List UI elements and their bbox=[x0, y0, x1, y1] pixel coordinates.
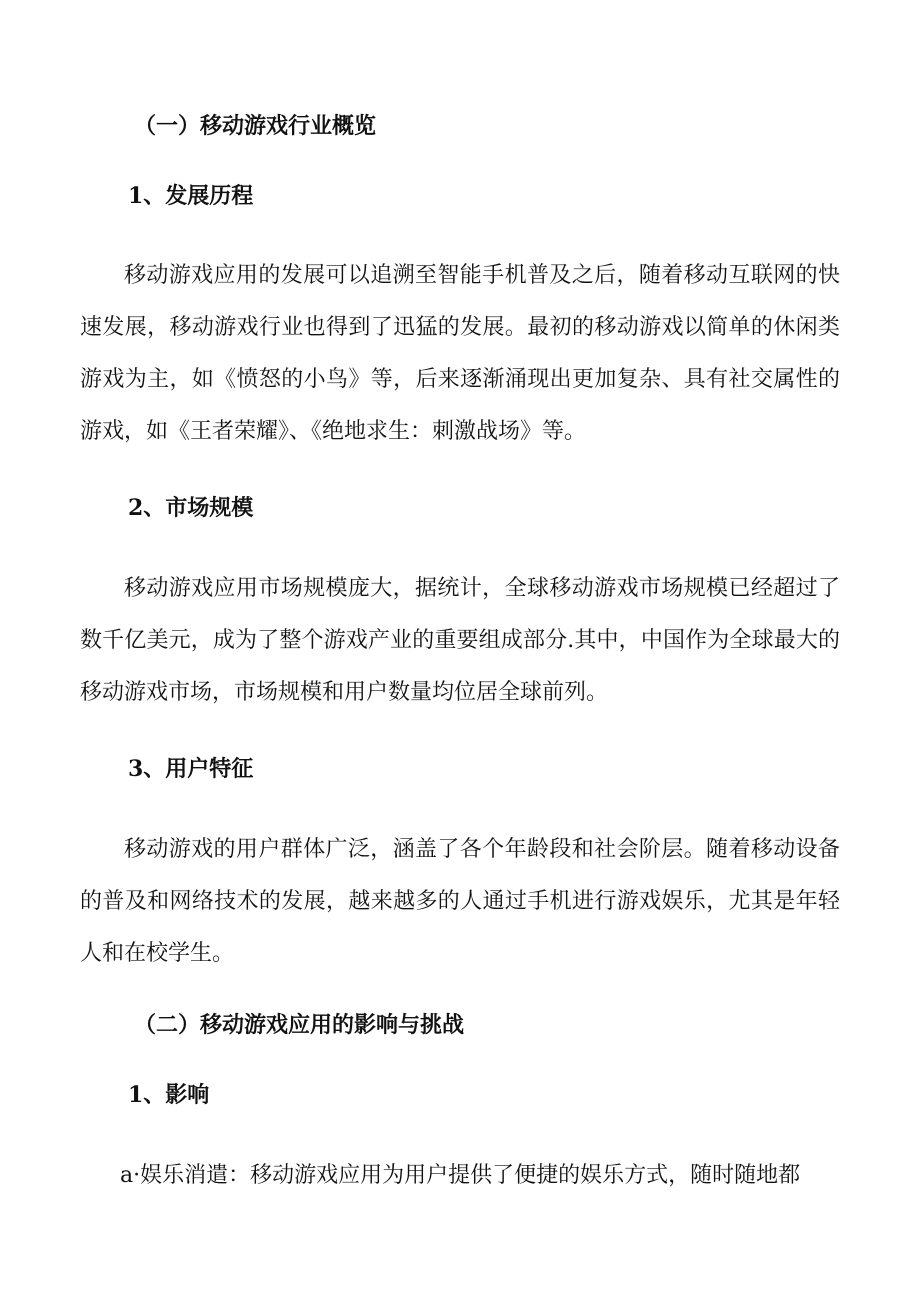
subheading-market-size: 2、市场规模 bbox=[128, 495, 254, 521]
subheading-impact: 1、影响 bbox=[128, 1082, 210, 1108]
paragraph-entertainment: a·娱乐消遣：移动游戏应用为用户提供了便捷的娱乐方式，随时随地都 bbox=[120, 1163, 801, 1188]
paragraph-user-features: 移动游戏的用户群体广泛，涵盖了各个年龄段和社会阶层。随着移动设备的普及和网络技术的发展，越来越多的人通过手机进行游戏娱乐，尤其是年轻人和在校学生。 bbox=[80, 837, 840, 966]
paragraph-market-size: 移动游戏应用市场规模庞大，据统计，全球移动游戏市场规模已经超过了数千亿美元，成为了整个游戏产业的重要组成部分.其中，中国作为全球最大的移动游戏市场，市场规模和用户数量均位居全球前列。 bbox=[80, 576, 840, 705]
paragraph-history: 移动游戏应用的发展可以追溯至智能手机普及之后，随着移动互联网的快速发展，移动游戏行业也得到了迅猛的发展。最初的移动游戏以简单的休闲类游戏为主，如《愤怒的小鸟》等，后来逐渐涌现出更加复杂、具有社交属性的游戏，如《王者荣耀》、《绝地求生：刺激战场》等。 bbox=[80, 263, 840, 444]
subheading-history: 1、发展历程 bbox=[128, 183, 254, 209]
section-heading-impact: （二）移动游戏应用的影响与挑战 bbox=[134, 1012, 465, 1038]
section-heading-overview: （一）移动游戏行业概览 bbox=[134, 113, 377, 139]
subheading-user-features: 3、用户特征 bbox=[128, 756, 254, 782]
